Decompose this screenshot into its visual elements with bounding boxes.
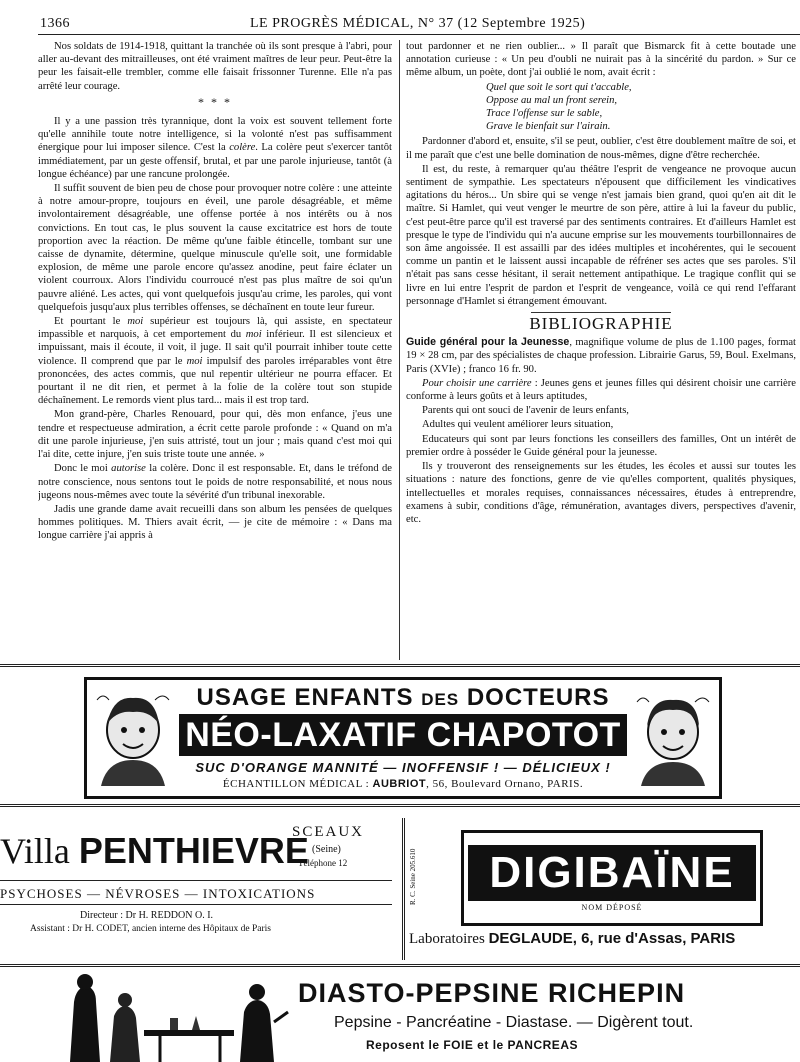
laboratory-address: Laboratoires DEGLAUDE, 6, rue d'Assas, PARIS <box>409 930 736 947</box>
journal-title: LE PROGRÈS MÉDICAL, N° 37 (12 Septembre 1925) <box>250 16 586 31</box>
paragraph: Nos soldats de 1914-1918, quittant la tranchée où ils sont presque à l'abri, pour aller au-devant des mitrailleuses, ont été vraiment maîtres de leur peur. Peut-être la peur les faisait-elle trembler, comme elle faisait frissonner Turenne. Elle n'a pas arrêté leur courage. <box>38 41 392 92</box>
dining-scene-illustration <box>60 972 292 1062</box>
registration-number: R. C. Seine 205.610 <box>409 848 417 906</box>
sample-address: ÉCHANTILLON MÉDICAL : AUBRIOT, 56, Boulevard Ornano, PARIS. <box>222 778 584 790</box>
verse-line: Quel que soit le sort qui t'accable, <box>486 81 632 93</box>
paragraph: Il y a une passion très tyrannique, dont la voix est souvent tellement forte qu'elle annihile toute notre intelligence, si la volonté n'est pas suffisamment énergique pour lui imposer silence. C'est la colère. La colère peut s'exercer tantôt immédiatement, par un geste offensif, brutal, et par une parole injurieuse, tantôt (à longue échéance) par une rancune prolongée. <box>38 116 392 180</box>
clinic-name: Villa PENTHIEVRE <box>0 830 309 871</box>
paragraph: Jadis une grande dame avait recueilli dans son album les pensées de quelques hommes politiques. M. Thiers avait écrit, — je cite de mémoire : « Dans ma longue carrière j'ai appris à <box>38 503 392 542</box>
paragraph: Parents qui ont souci de l'avenir de leurs enfants, <box>422 405 629 417</box>
clinic-assistant: Assistant : Dr H. CODET, ancien interne des Hôpitaux de Paris <box>30 924 271 934</box>
ad-headline: USAGE ENFANTS DES DOCTEURS <box>196 684 610 711</box>
clinic-director: Directeur : Dr H. REDDON O. I. <box>80 910 214 921</box>
paragraph: Pardonner d'abord et, ensuite, s'il se peut, oublier, c'est être doublement maître de soi, et il me paraît que c'est une belle domination de nous-mêmes, digne d'être recherchée. <box>406 136 796 161</box>
paragraph: Mon grand-père, Charles Renouard, pour qui, dès mon enfance, j'eus une tendre et respectueuse admiration, a écrit cette parole profonde : « Quand on m'a dit une parole injurieuse, j'en suis attristé, tout un jour ; mais quand c'est moi qui l'ai dite, cette injure, j'en suis triste toute une année. » <box>38 409 392 461</box>
verse-line: Trace l'offense sur le sable, <box>486 108 603 120</box>
trademark-note: NOM DÉPOSÉ <box>581 903 643 912</box>
clinic-specialties: PSYCHOSES — NÉVROSES — INTOXICATIONS <box>0 886 316 901</box>
column-divider <box>399 40 400 660</box>
poem-verse <box>486 81 796 134</box>
emphasis: colère <box>229 142 256 154</box>
advertisement-digibaine <box>402 818 800 960</box>
paragraph: Il suffit souvent de bien peu de chose pour provoquer notre colère : une atteinte à notre amour-propre, toujours en éveil, une parole désagréable, et même involontairement désagréable, une offense portée à nos intérêts ou à nos convictions. En tout cas, le plus souvent la cause excitatrice est hors de toute proportion avec la réaction. De même qu'une faible étincelle, tombant sur une caisse de dynamite, détermine, quelque minuscule qu'elle soit, une formidable explosion, de même une parole encore qu'assez anodine, peut faire éclater un violent courroux. Alors l'individu courroucé n'est pas plus maître de soi qu'un pauvre aliéné. Les actes, qui vont quelquefois jusqu'au crime, les paroles, qui vont quelquefois jusqu'aux plus terribles offenses, se déchaînent en toute leur fureur. <box>38 183 392 313</box>
left-column <box>38 40 392 660</box>
verse-line: Grave le bienfait sur l'airain. <box>486 121 611 133</box>
clinic-department: (Seine) <box>312 844 341 855</box>
header-rule <box>38 34 800 35</box>
brand-name: DIGIBAÏNE <box>468 845 756 901</box>
paragraph: Et pourtant le moi supérieur est toujours là, qui assiste, en spectateur impassible et narquois, à cet emportement du moi inférieur. Il est silencieux et impuissant, mais il écoute, il voit, il juge. Il sait qu'il pourrait inhiber toute cette violence. Il comprend que par le moi impulsif des paroles irréparables vont être prononcées, des actes commis, que nul repentir ultérieur ne pourra effacer. Et pourtant il ne dit rien, et permet à la folie de la colère tout son stupide déchaînement. Le remords vient plus tard... mais il est trop tard. <box>38 316 392 407</box>
divider <box>0 880 392 881</box>
verse-line: Oppose au mal un front serein, <box>486 94 618 106</box>
product-claim: Reposent le FOIE et le PANCREAS <box>366 1038 578 1052</box>
child-portrait-illustration <box>633 690 713 786</box>
ad-separator <box>0 664 800 667</box>
paragraph: Educateurs qui sont par leurs fonctions les conseillers des familles, Ont un intérêt de premier ordre à posséder le Guide général pour la jeunesse. <box>406 433 796 458</box>
bibliography-entry: Guide général pour la Jeunesse, magnifique volume de plus de 1.100 pages, format 19 × 28 cm, par des spécialistes de chaque profession. Librairie Garus, 59, Boul. Exelmans, Paris (XVIe) ; franco 16 fr. 90. <box>406 336 796 375</box>
clinic-city: SCEAUX <box>292 824 365 840</box>
ad-separator <box>0 964 800 967</box>
ad-separator <box>0 804 800 807</box>
brand-banner: NÉO-LAXATIF CHAPOTOT <box>179 714 627 756</box>
advertisement-villa-penthievre <box>0 818 392 952</box>
section-separator-stars: * * * <box>198 94 232 109</box>
advertisement-diasto-pepsine <box>0 968 800 1062</box>
emphasis: moi <box>186 355 203 367</box>
emphasis: moi <box>245 329 262 341</box>
advertisement-chapotot <box>84 677 722 799</box>
emphasis: Pour choisir une carrière <box>422 377 532 389</box>
product-ingredients: Pepsine - Pancréatine - Diastase. — Digèrent tout. <box>334 1014 694 1031</box>
section-rule <box>531 312 671 313</box>
ad-tagline: SUC D'ORANGE MANNITÉ — INOFFENSIF ! — DÉLICIEUX ! <box>195 760 611 775</box>
product-name: DIASTO-PEPSINE RICHEPIN <box>298 978 686 1008</box>
divider <box>0 904 392 905</box>
page-number: 1366 <box>40 16 70 31</box>
paragraph: Adultes qui veulent améliorer leurs situation, <box>422 419 614 431</box>
right-column <box>406 40 796 660</box>
paragraph: Pour choisir une carrière : Jeunes gens et jeunes filles qui désirent choisir une carrière conforme à leurs goûts et à leurs aptitudes, <box>406 377 796 403</box>
child-portrait-illustration <box>93 690 173 786</box>
book-title: Guide général pour la Jeunesse <box>406 336 570 349</box>
paragraph: Donc le moi autorise la colère. Donc il est responsable. Et, dans le tréfond de notre conscience, nous sentons tout le poids de notre responsabilité, et nous nous jugeons nous-mêmes avec toute la sévérité d'un tribunal inexorable. <box>38 463 392 501</box>
clinic-phone: Téléphone 12 <box>298 858 348 868</box>
page-header <box>40 14 800 34</box>
paragraph: Il est, du reste, à remarquer qu'au théâtre l'esprit de vengeance ne provoque aucun sentiment de sympathie. Les spectateurs n'épousent que difficilement les vindicatives agitations du héros... Un sbire qui se venge n'est jamais bien grand, quoi qu'en ait dit le maître. Si Hamlet, qui veut venger le meurtre de son père, attire à lui la faveur du public, c'est peut-être parce qu'il est traversé par des sentiments contraires. Et d'ailleurs Hamlet est presque le type de l'individu qui n'a aucune emprise sur les mouvements tourbillonnaires de son âme angoissée. Il est assailli par des idées multiples et incohérentes, qui le secouent comme un pantin et le laissent aussi incapable de réfréner ses actes que ses paroles. S'il n'était pas sans cesse hésitant, il serait nettement antipathique. Le tragique conflit qui se livre en lui entre l'esprit de pardon et l'esprit de vengeance, voilà ce qui rend l'effarant personnage d'Hamlet si étrangement émouvant. <box>406 163 796 307</box>
emphasis: moi <box>127 316 144 328</box>
emphasis: autorise <box>111 463 146 475</box>
paragraph: Ils y trouveront des renseignements sur les études, les écoles et aussi sur toutes les situations : nature des fonctions, genre de vie qu'elles comportent, qualités physiques, intellectuelles et morales requises, connaissances nécessaires, études à entreprendre, examens à subir, conditions d'âge, rémunération, avantages divers, perspectives d'avenir, etc. <box>406 461 796 525</box>
section-heading-bibliographie: BIBLIOGRAPHIE <box>529 314 673 334</box>
paragraph: tout pardonner et ne rien oublier... » Il paraît que Bismarck fit à cette boutade une annotation curieuse : « Un peu d'oubli ne nuirait pas à la sincérité du pardon. » Sur ce même album, un poète, dont j'ai oublié le nom, avait écrit : <box>406 41 796 79</box>
brand-box <box>461 830 763 926</box>
